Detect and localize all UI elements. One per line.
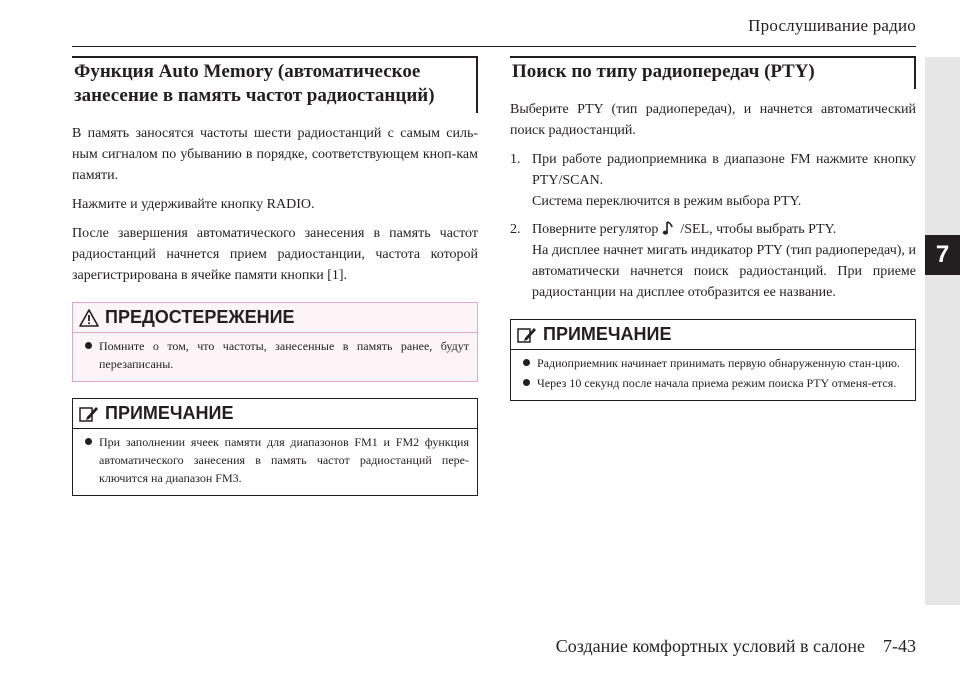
page-footer — [556, 636, 916, 657]
box-divider — [73, 428, 477, 429]
note-title: ПРИМЕЧАНИЕ — [543, 324, 672, 344]
step-result: На дисплее начнет мигать индикатор PTY (тип радиопередач), и автоматически начнется поиск радиостанций. При приеме радиостанции на дисплее отобразится ее название. — [532, 243, 916, 300]
header-rule — [72, 46, 916, 47]
note-header — [73, 399, 477, 426]
chapter-number: 7 — [925, 235, 960, 275]
step-number: 2. — [510, 222, 521, 237]
step-result: Система переключится в режим выбора PTY. — [532, 194, 802, 209]
note-box — [510, 319, 916, 401]
footer-section-title: Создание комфортных условий в салоне — [555, 636, 865, 656]
section-heading-auto-memory — [72, 56, 478, 113]
list-item — [511, 374, 915, 392]
running-header: Прослушивание радио — [748, 16, 916, 35]
tune-knob-music-note-icon — [662, 220, 676, 236]
step-text: При работе радиоприемника в диапазоне FM нажмите кнопку PTY/SCAN. — [532, 152, 916, 188]
step-text-before: Поверните регулятор — [532, 222, 659, 237]
list-item — [511, 354, 915, 372]
list-item — [73, 433, 477, 487]
note-box — [72, 398, 478, 496]
list-item — [73, 337, 477, 373]
left-column — [72, 56, 478, 496]
paragraph: Нажмите и удерживайте кнопку RADIO. — [72, 197, 315, 212]
warning-header — [73, 303, 477, 330]
step-number: 1. — [510, 152, 521, 167]
note-header — [511, 320, 915, 347]
heading-line: Функция Auto Memory (автоматическое — [74, 61, 421, 82]
step-text-after: /SEL, чтобы выбрать PTY. — [680, 222, 837, 237]
step-item — [510, 219, 916, 303]
box-divider — [73, 332, 477, 333]
box-divider — [511, 349, 915, 350]
pencil-note-icon — [79, 405, 99, 423]
bullet-icon — [523, 359, 530, 366]
step-item — [510, 149, 916, 212]
steps-list — [510, 149, 916, 303]
list-item-text: Помните о том, что частоты, занесенные в память ранее, будут перезаписаны. — [99, 339, 469, 371]
paragraph: В память заносятся частоты шести радиостанций с самым силь-ным сигналом по убыванию в порядке, соответствующем кноп-кам памяти. — [72, 126, 478, 183]
bullet-icon — [523, 379, 530, 386]
pencil-note-icon — [517, 326, 537, 344]
bullet-icon — [85, 438, 92, 445]
heading-line: Поиск по типу радиопередач (PTY) — [512, 61, 815, 82]
paragraph: Выберите PTY (тип радиопередач), и начнется автоматический поиск радиостанций. — [510, 102, 916, 138]
warning-triangle-icon — [79, 309, 99, 327]
list-item-text: При заполнении ячеек памяти для диапазонов FM1 и FM2 функция автоматического занесения в память частот радиостанций пере-ключится на диапазон FM3. — [99, 435, 469, 485]
note-title: ПРИМЕЧАНИЕ — [105, 403, 234, 423]
section-heading-pty — [510, 56, 916, 89]
paragraph: После завершения автоматического занесения в память частот радиостанций начнется прием радиостанции, частота которой зарегистрирована в ячейке памяти кнопки [1]. — [72, 226, 478, 283]
right-column — [510, 56, 916, 401]
warning-title: ПРЕДОСТЕРЕЖЕНИЕ — [105, 307, 295, 327]
list-item-text: Радиоприемник начинает принимать первую обнаруженную стан-цию. — [537, 356, 900, 370]
chapter-side-tab — [925, 57, 960, 605]
warning-box — [72, 302, 478, 382]
page-number: 7-43 — [883, 636, 916, 656]
bullet-icon — [85, 342, 92, 349]
list-item-text: Через 10 секунд после начала приема режим поиска PTY отменя-ется. — [537, 376, 897, 390]
heading-line: занесение в память частот радиостанций) — [74, 85, 435, 106]
